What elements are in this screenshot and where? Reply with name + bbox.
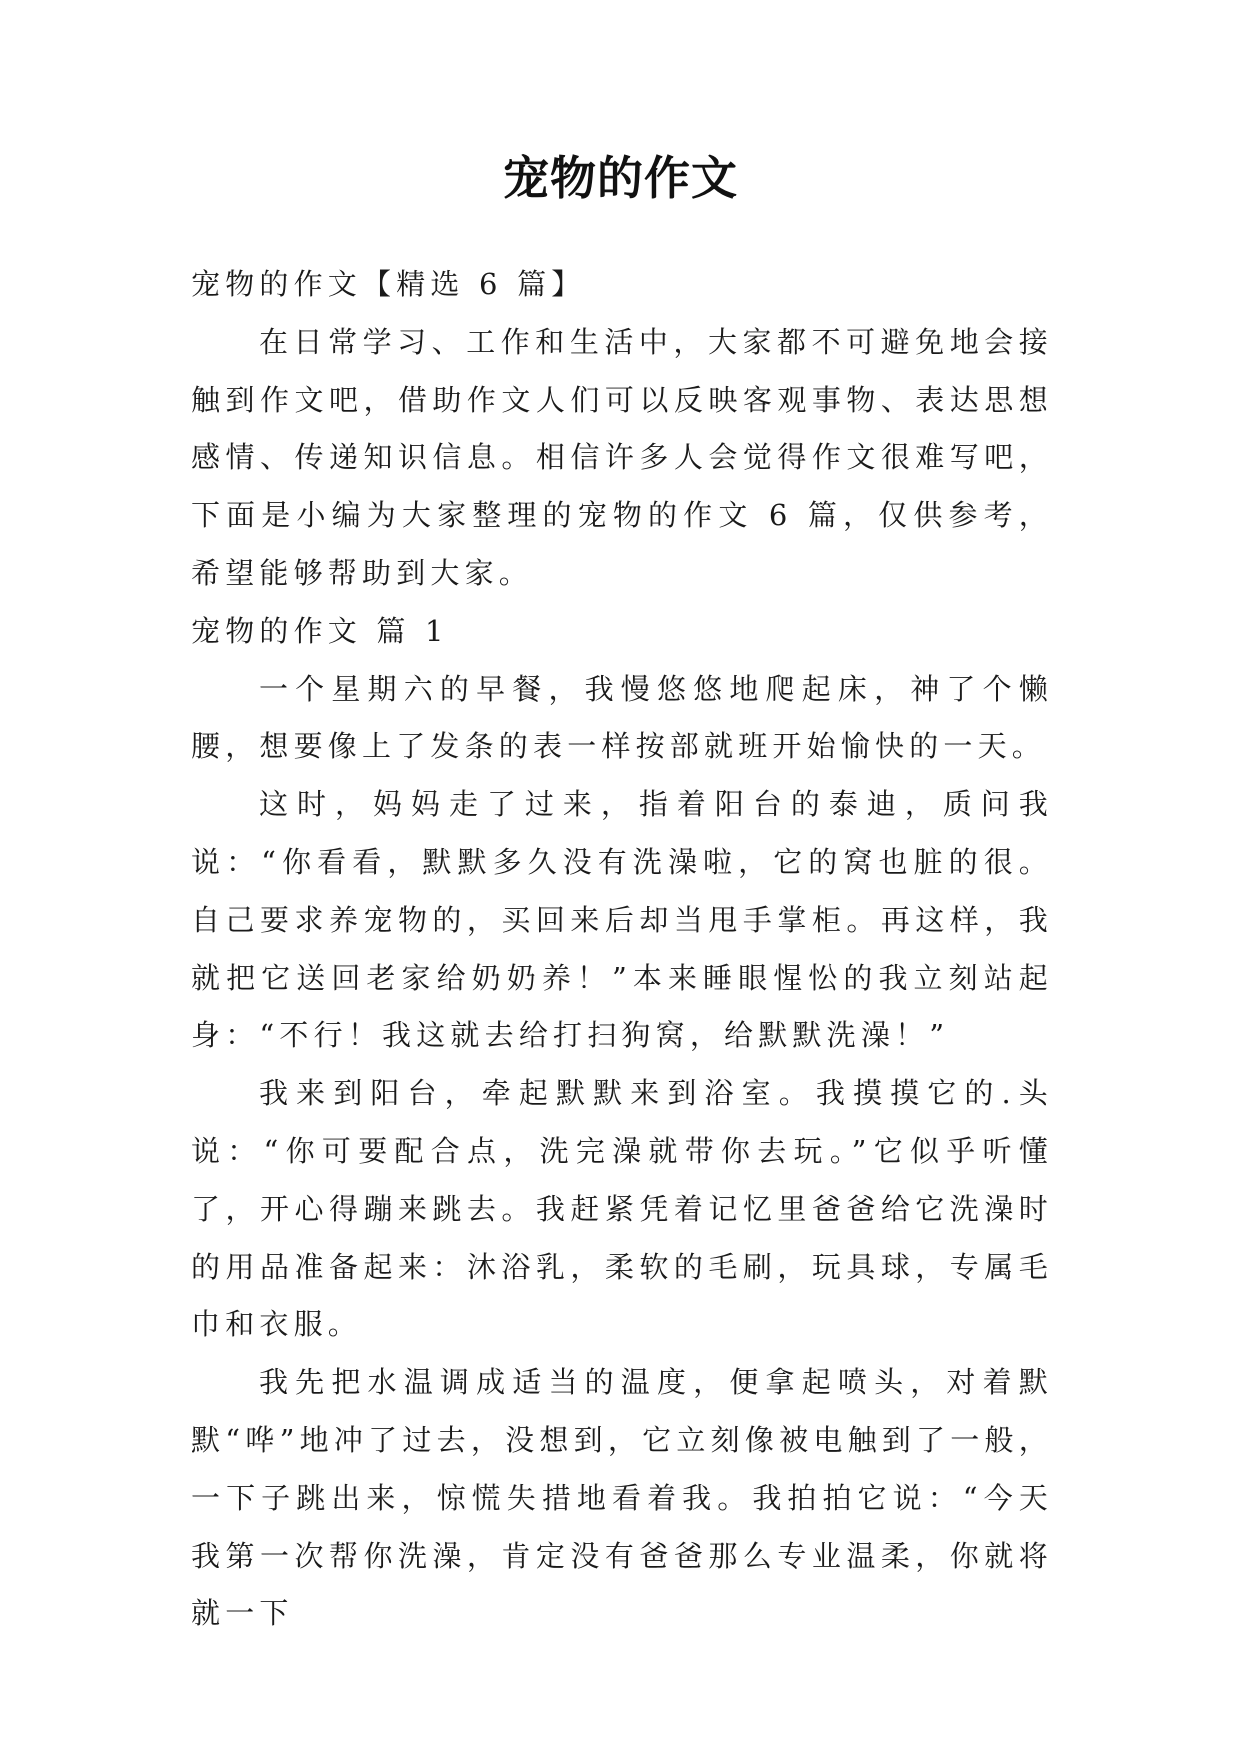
document-title: 宠物的作文: [503, 151, 738, 205]
paragraph: 我先把水温调成适当的温度，便拿起喷头，对着默默“哗”地冲了过去，没想到，它立刻像被电触到了一般，一下子跳出来，惊慌失措地看着我。我拍拍它说：“今天我第一次帮你洗澡，肯定没有爸爸那么专业温柔，你就将就一下: [191, 1365, 1053, 1631]
paragraph: 我来到阳台，牵起默默来到浴室。我摸摸它的.头说：“你可要配合点，洗完澡就带你去玩。”它似乎听懂了，开心得蹦来跳去。我赶紧凭着记忆里爸爸给它洗澡时的用品准备起来：沐浴乳，柔软的毛刷，玩具球，专属毛巾和衣服。: [191, 1076, 1053, 1342]
paragraph: 一个星期六的早餐，我慢悠悠地爬起床，神了个懒腰，想要像上了发条的表一样按部就班开始愉快的一天。: [191, 671, 1053, 764]
document-body: [191, 256, 1053, 1643]
paragraph: 在日常学习、工作和生活中，大家都不可避免地会接触到作文吧，借助作文人们可以反映客观事物、表达思想感情、传递知识信息。相信许多人会觉得作文很难写吧，下面是小编为大家整理的宠物的作文 6 篇，仅供参考，希望能够帮助到大家。: [191, 324, 1053, 590]
section-heading: 宠物的作文【精选 6 篇】: [191, 267, 586, 301]
section-heading: 宠物的作文 篇 1: [191, 613, 449, 648]
paragraph: 这时，妈妈走了过来，指着阳台的泰迪，质问我说：“你看看，默默多久没有洗澡啦，它的窝也脏的很。自己要求养宠物的，买回来后却当甩手掌柜。再这样，我就把它送回老家给奶奶养！”本来睡眼惺忪的我立刻站起身：“不行！我这就去给打扫狗窝，给默默洗澡！”: [191, 787, 1053, 1053]
